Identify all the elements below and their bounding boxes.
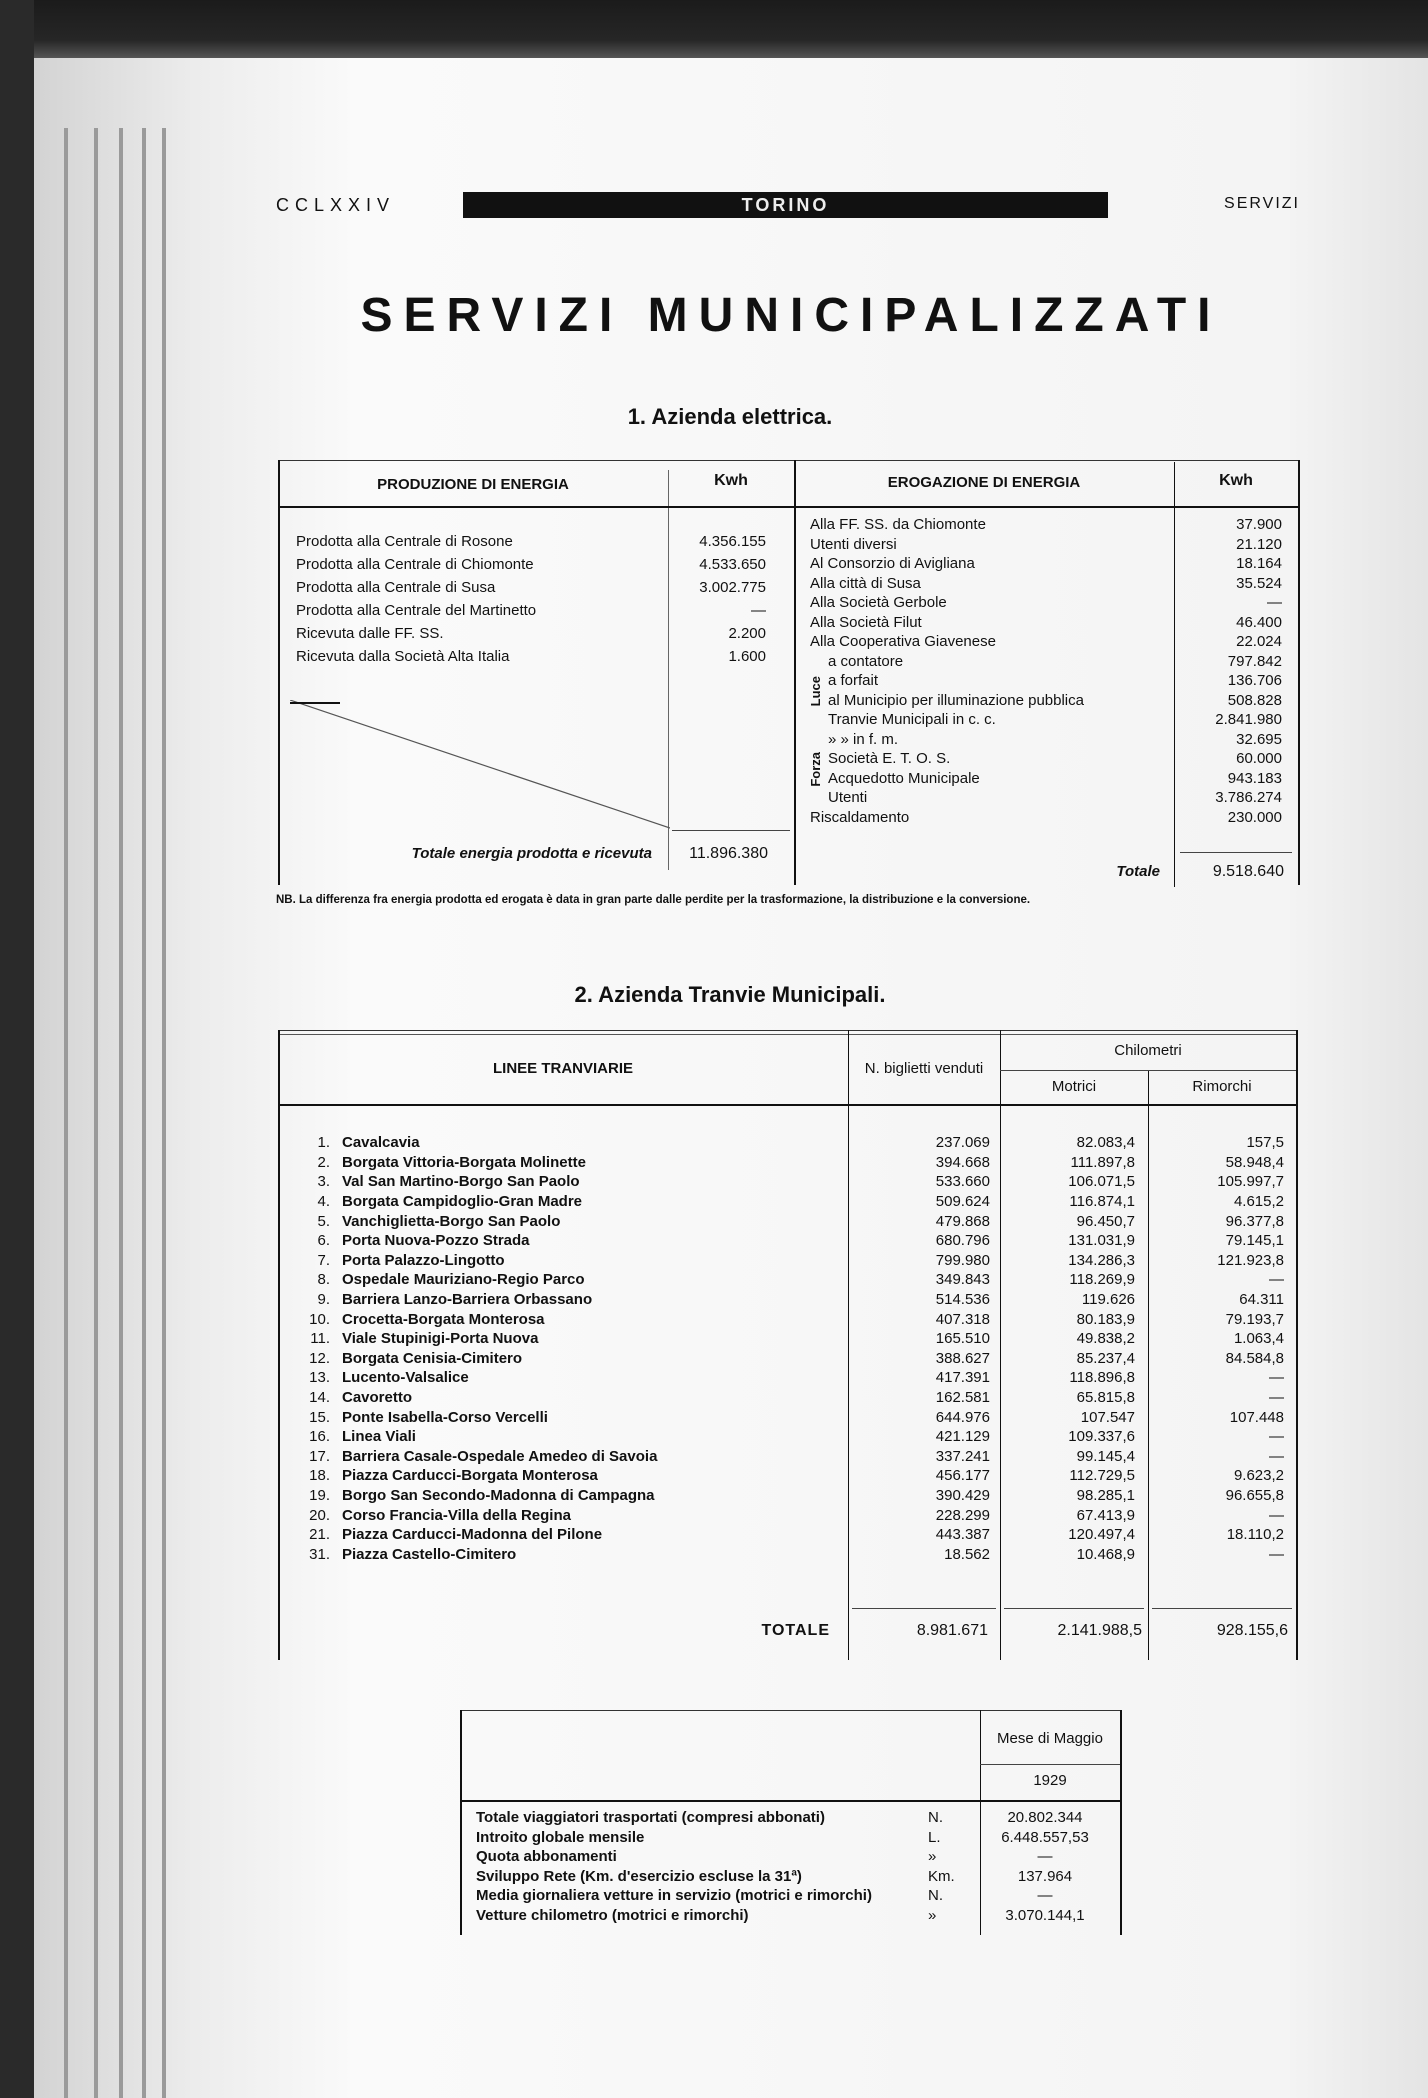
erogazione-header: EROGAZIONE DI ENERGIA: [887, 474, 1081, 491]
section-heading-tranvie: 2. Azienda Tranvie Municipali.: [574, 982, 886, 1007]
motrici-value: 10.468,9: [1076, 1545, 1135, 1563]
rimorchi-value: —: [1269, 1389, 1284, 1407]
motrici-value: 80.183,9: [1076, 1310, 1135, 1328]
erogazione-row: [806, 632, 1288, 652]
line-number: 8.: [317, 1271, 330, 1289]
motrici-value: 119.626: [1081, 1291, 1135, 1309]
erogazione-label: Tranvie Municipali in c. c.: [828, 711, 996, 729]
note: NB. La differenza fra energia prodotta ed erogata è data in gran parte dalle perdite per la trasformazione, la distribuzione e la conversione.: [276, 894, 1031, 906]
riepilogo-table: [470, 1808, 1110, 1925]
table-row: [300, 1192, 1290, 1212]
erogazione-value: 508.828: [1227, 691, 1282, 709]
table-row: [300, 1251, 1290, 1271]
table-row: [300, 1486, 1290, 1506]
erogazione-label: Alla Società Gerbole: [810, 594, 947, 612]
biglietti-value: 456.177: [935, 1467, 990, 1485]
erogazione-total-value: 9.518.640: [1212, 863, 1284, 880]
biglietti-value: 644.976: [935, 1408, 990, 1426]
erogazione-table: [806, 515, 1288, 827]
riepilogo-unit: »: [928, 1906, 937, 1924]
erogazione-row: [806, 808, 1288, 828]
rimorchi-value: 9.623,2: [1233, 1467, 1284, 1485]
biglietti-value: 18.562: [944, 1545, 990, 1563]
table-row: [300, 1505, 1290, 1525]
biglietti-value: 349.843: [935, 1271, 990, 1289]
erogazione-label: Acquedotto Municipale: [828, 769, 980, 787]
table-row: [300, 1368, 1290, 1388]
motrici-value: 111.897,8: [1070, 1153, 1135, 1171]
erogazione-label: Alla città di Susa: [810, 574, 921, 592]
erogazione-row: [806, 769, 1288, 789]
produzione-value: 1.600: [728, 648, 766, 665]
line-name: Lucento-Valsalice: [342, 1369, 469, 1387]
produzione-label: Ricevuta dalla Società Alta Italia: [296, 648, 510, 665]
biglietti-value: 162.581: [935, 1389, 990, 1407]
rimorchi-value: —: [1269, 1428, 1284, 1446]
riepilogo-value: 3.070.144,1: [1005, 1906, 1085, 1924]
erogazione-row: [806, 788, 1288, 808]
produzione-table: [290, 530, 772, 668]
riepilogo-label: Quota abbonamenti: [476, 1848, 617, 1866]
table-row: [300, 1388, 1290, 1408]
table-row: [300, 1290, 1290, 1310]
erogazione-value: 136.706: [1227, 672, 1282, 690]
riepilogo-unit: N.: [928, 1887, 943, 1905]
biglietti-value: 388.627: [935, 1349, 990, 1367]
line-name: Borgata Campidoglio-Gran Madre: [342, 1193, 583, 1211]
erogazione-row: [806, 574, 1288, 594]
line-name: Piazza Castello-Cimitero: [342, 1545, 517, 1563]
erogazione-value: 32.695: [1236, 730, 1282, 748]
riepilogo-value: 137.964: [1017, 1867, 1073, 1885]
produzione-value: —: [751, 602, 766, 619]
group-label-luce: Luce: [808, 676, 823, 707]
riepilogo-value: —: [1037, 1887, 1053, 1905]
tranvie-total-biglietti: 8.981.671: [916, 1622, 988, 1639]
line-name: Ospedale Mauriziano-Regio Parco: [342, 1271, 585, 1289]
rimorchi-value: 18.110,2: [1226, 1526, 1284, 1544]
biglietti-value: 533.660: [935, 1173, 990, 1191]
rimorchi-value: —: [1269, 1447, 1284, 1465]
rimorchi-value: 105.997,7: [1217, 1173, 1284, 1191]
erogazione-value: 230.000: [1227, 808, 1282, 826]
rimorchi-value: 96.377,8: [1225, 1212, 1284, 1230]
produzione-label: Prodotta alla Centrale di Chiomonte: [296, 556, 534, 573]
col-motrici: Motrici: [1051, 1078, 1097, 1095]
erogazione-label: Utenti: [828, 789, 868, 807]
produzione-row: [290, 576, 772, 599]
riepilogo-value: 20.802.344: [1007, 1809, 1083, 1827]
rimorchi-value: 79.145,1: [1225, 1232, 1284, 1250]
line-name: Barriera Casale-Ospedale Amedeo di Savoia: [342, 1447, 658, 1465]
biglietti-value: 228.299: [935, 1506, 990, 1524]
erogazione-total-label: Totale: [1116, 863, 1160, 880]
rimorchi-value: —: [1269, 1545, 1284, 1563]
erogazione-label: a contatore: [828, 652, 904, 670]
city-name: TORINO: [741, 194, 830, 215]
erogazione-row: [806, 613, 1288, 633]
rimorchi-value: —: [1269, 1369, 1284, 1387]
erogazione-row: [806, 515, 1288, 535]
produzione-row: [290, 553, 772, 576]
table-row: [300, 1329, 1290, 1349]
col-rimorchi: Rimorchi: [1192, 1078, 1252, 1095]
line-number: 20.: [309, 1506, 330, 1524]
table-row: [300, 1270, 1290, 1290]
erogazione-label: Alla Cooperativa Giavenese: [810, 633, 996, 651]
erogazione-value: 60.000: [1236, 750, 1282, 768]
line-name: Cavoretto: [342, 1389, 413, 1407]
line-number: 12.: [309, 1349, 330, 1367]
line-name: Piazza Carducci-Madonna del Pilone: [342, 1526, 603, 1544]
erogazione-label: Al Consorzio di Avigliana: [810, 555, 975, 573]
biglietti-value: 394.668: [935, 1153, 990, 1171]
motrici-value: 118.896,8: [1069, 1369, 1135, 1387]
produzione-label: Prodotta alla Centrale del Martinetto: [296, 602, 537, 619]
city-banner: [463, 192, 1108, 218]
riepilogo-label: Vetture chilometro (motrici e rimorchi): [476, 1906, 749, 1924]
motrici-value: 85.237,4: [1076, 1349, 1135, 1367]
motrici-value: 116.874,1: [1069, 1193, 1135, 1211]
erogazione-row: [806, 730, 1288, 750]
produzione-label: Prodotta alla Centrale di Susa: [296, 579, 496, 596]
motrici-value: 109.337,6: [1068, 1428, 1135, 1446]
riepilogo-value: —: [1037, 1848, 1053, 1866]
section-heading-elettrica: 1. Azienda elettrica.: [627, 404, 833, 429]
diagonal-rule: [290, 700, 670, 830]
col-biglietti: N. biglietti venduti: [864, 1060, 984, 1077]
produzione-unit: Kwh: [714, 472, 748, 489]
line-number: 19.: [309, 1486, 330, 1504]
line-name: Borgata Vittoria-Borgata Molinette: [342, 1153, 586, 1171]
line-number: 10.: [309, 1310, 330, 1328]
biglietti-value: 337.241: [935, 1447, 990, 1465]
riepilogo-unit: L.: [928, 1828, 941, 1846]
section-label: SERVIZI: [1224, 195, 1300, 212]
rimorchi-value: 157,5: [1246, 1134, 1284, 1152]
table-row: [300, 1309, 1290, 1329]
line-number: 7.: [317, 1251, 330, 1269]
erogazione-label: Riscaldamento: [810, 808, 910, 826]
col-chilometri: Chilometri: [1114, 1042, 1182, 1059]
motrici-value: 99.145,4: [1076, 1447, 1135, 1465]
table-row: [300, 1153, 1290, 1173]
rimorchi-value: 79.193,7: [1225, 1310, 1284, 1328]
produzione-label: Prodotta alla Centrale di Rosone: [296, 533, 513, 550]
rimorchi-value: 1.063,4: [1233, 1330, 1284, 1348]
rimorchi-value: 96.655,8: [1225, 1486, 1284, 1504]
line-name: Crocetta-Borgata Monterosa: [342, 1310, 545, 1328]
biglietti-value: 407.318: [935, 1310, 990, 1328]
biglietti-value: 390.429: [935, 1486, 990, 1504]
erogazione-value: 797.842: [1227, 652, 1282, 670]
erogazione-value: 35.524: [1236, 574, 1282, 592]
biglietti-value: 680.796: [935, 1232, 990, 1250]
erogazione-value: 18.164: [1236, 555, 1282, 573]
erogazione-row: [806, 554, 1288, 574]
line-name: Viale Stupinigi-Porta Nuova: [342, 1330, 539, 1348]
motrici-value: 67.413,9: [1076, 1506, 1135, 1524]
riepilogo-unit: Km.: [928, 1867, 955, 1885]
produzione-row: [290, 599, 772, 622]
motrici-value: 131.031,9: [1068, 1232, 1135, 1250]
motrici-value: 65.815,8: [1076, 1389, 1135, 1407]
line-number: 21.: [309, 1526, 330, 1544]
erogazione-label: Società E. T. O. S.: [828, 750, 951, 768]
erogazione-label: Alla Società Filut: [810, 613, 922, 631]
col-mese: Mese di Maggio: [997, 1730, 1103, 1747]
produzione-total-value: 11.896.380: [689, 845, 768, 862]
motrici-value: 120.497,4: [1068, 1526, 1135, 1544]
riepilogo-row: [470, 1886, 1110, 1906]
line-number: 6.: [317, 1232, 330, 1250]
table-row: [300, 1133, 1290, 1153]
rimorchi-value: —: [1269, 1271, 1284, 1289]
riepilogo-row: [470, 1906, 1110, 1926]
motrici-value: 107.547: [1080, 1408, 1135, 1426]
erogazione-row: [806, 593, 1288, 613]
line-name: Linea Viali: [342, 1428, 416, 1446]
motrici-value: 96.450,7: [1076, 1212, 1135, 1230]
riepilogo-label: Totale viaggiatori trasportati (compresi abbonati): [476, 1809, 825, 1827]
erogazione-label: Utenti diversi: [810, 535, 897, 553]
motrici-value: 106.071,5: [1068, 1173, 1135, 1191]
riepilogo-row: [470, 1867, 1110, 1887]
rimorchi-value: 4.615,2: [1233, 1193, 1284, 1211]
erogazione-value: 46.400: [1236, 613, 1282, 631]
produzione-value: 4.533.650: [699, 556, 766, 573]
produzione-value: 3.002.775: [699, 579, 766, 596]
col-anno: 1929: [1033, 1772, 1067, 1789]
page-number: CCLXXIV: [276, 195, 396, 215]
line-name: Porta Palazzo-Lingotto: [342, 1251, 505, 1269]
riepilogo-label: Media giornaliera vetture in servizio (motrici e rimorchi): [476, 1887, 872, 1905]
line-name: Porta Nuova-Pozzo Strada: [342, 1232, 530, 1250]
line-number: 15.: [309, 1408, 330, 1426]
motrici-value: 112.729,5: [1069, 1467, 1135, 1485]
line-name: Vanchiglietta-Borgo San Paolo: [342, 1212, 561, 1230]
line-name: Borgo San Secondo-Madonna di Campagna: [342, 1486, 655, 1504]
produzione-label: Ricevuta dalle FF. SS.: [296, 625, 444, 642]
biglietti-value: 514.536: [935, 1291, 990, 1309]
col-linee: LINEE TRANVIARIE: [492, 1060, 633, 1077]
line-number: 14.: [309, 1389, 330, 1407]
biglietti-value: 509.624: [935, 1193, 990, 1211]
tranvie-table: [300, 1133, 1290, 1564]
scan-left-border: [0, 0, 34, 2098]
line-name: Piazza Carducci-Borgata Monterosa: [342, 1467, 598, 1485]
rimorchi-value: —: [1269, 1506, 1284, 1524]
line-number: 11.: [310, 1330, 330, 1348]
line-name: Corso Francia-Villa della Regina: [342, 1506, 571, 1524]
line-number: 9.: [317, 1291, 330, 1309]
riepilogo-row: [470, 1828, 1110, 1848]
line-number: 13.: [309, 1369, 330, 1387]
motrici-value: 134.286,3: [1068, 1251, 1135, 1269]
line-name: Ponte Isabella-Corso Vercelli: [342, 1408, 548, 1426]
motrici-value: 98.285,1: [1076, 1486, 1135, 1504]
rimorchi-value: 121.923,8: [1217, 1251, 1284, 1269]
erogazione-label: al Municipio per illuminazione pubblica: [828, 691, 1084, 709]
table-row: [300, 1211, 1290, 1231]
produzione-value: 2.200: [728, 625, 766, 642]
erogazione-row: [806, 710, 1288, 730]
table-row: [300, 1447, 1290, 1467]
erogazione-value: 3.786.274: [1215, 789, 1282, 807]
rimorchi-value: 58.948,4: [1225, 1153, 1284, 1171]
erogazione-value: 22.024: [1236, 633, 1282, 651]
riepilogo-unit: »: [928, 1848, 937, 1866]
motrici-value: 118.269,9: [1069, 1271, 1135, 1289]
produzione-value: 4.356.155: [699, 533, 766, 550]
tranvie-total-rimorchi: 928.155,6: [1216, 1622, 1288, 1639]
table-row: [300, 1427, 1290, 1447]
erogazione-value: 2.841.980: [1215, 711, 1282, 729]
erogazione-label: Alla FF. SS. da Chiomonte: [810, 516, 986, 534]
table-row: [300, 1544, 1290, 1564]
line-name: Borgata Cenisia-Cimitero: [342, 1349, 523, 1367]
erogazione-value: 21.120: [1236, 535, 1282, 553]
riepilogo-row: [470, 1847, 1110, 1867]
biglietti-value: 421.129: [935, 1428, 990, 1446]
produzione-row: [290, 645, 772, 668]
line-name: Cavalcavia: [342, 1134, 420, 1152]
erogazione-label: » » in f. m.: [828, 730, 899, 748]
line-name: Barriera Lanzo-Barriera Orbassano: [342, 1291, 593, 1309]
erogazione-value: 37.900: [1236, 516, 1282, 534]
erogazione-row: [806, 535, 1288, 555]
line-number: 5.: [317, 1212, 330, 1230]
motrici-value: 49.838,2: [1076, 1330, 1135, 1348]
biglietti-value: 237.069: [935, 1134, 990, 1152]
riepilogo-label: Sviluppo Rete (Km. d'esercizio escluse la 31ª): [476, 1867, 802, 1885]
line-number: 16.: [309, 1428, 330, 1446]
rimorchi-value: 84.584,8: [1225, 1349, 1284, 1367]
rimorchi-value: 64.311: [1239, 1291, 1284, 1309]
erogazione-row: [806, 671, 1288, 691]
page-title: SERVIZI MUNICIPALIZZATI: [360, 289, 1222, 342]
line-number: 31.: [309, 1545, 330, 1563]
line-number: 17.: [309, 1447, 330, 1465]
riepilogo-unit: N.: [928, 1809, 943, 1827]
tranvie-total-label: TOTALE: [761, 1622, 830, 1639]
table-row: [300, 1407, 1290, 1427]
erogazione-row: [806, 652, 1288, 672]
biglietti-value: 479.868: [935, 1212, 990, 1230]
line-number: 2.: [317, 1153, 330, 1171]
produzione-header: PRODUZIONE DI ENERGIA: [377, 476, 569, 493]
erogazione-label: a forfait: [828, 672, 879, 690]
biglietti-value: 417.391: [935, 1369, 990, 1387]
table-row: [300, 1525, 1290, 1545]
line-name: Val San Martino-Borgo San Paolo: [342, 1173, 580, 1191]
line-number: 3.: [317, 1173, 330, 1191]
biglietti-value: 799.980: [935, 1251, 990, 1269]
produzione-total-label: Totale energia prodotta e ricevuta: [411, 845, 652, 862]
scan-top-border: [0, 0, 1428, 58]
table-row: [300, 1172, 1290, 1192]
erogazione-row: [806, 749, 1288, 769]
erogazione-row: [806, 691, 1288, 711]
motrici-value: 82.083,4: [1076, 1134, 1135, 1152]
table-row: [300, 1349, 1290, 1369]
line-number: 18.: [309, 1467, 330, 1485]
erogazione-value: —: [1267, 594, 1282, 612]
erogazione-unit: Kwh: [1219, 472, 1253, 489]
produzione-row: [290, 622, 772, 645]
riepilogo-row: [470, 1808, 1110, 1828]
line-number: 1.: [317, 1134, 330, 1152]
erogazione-value: 943.183: [1227, 769, 1282, 787]
rimorchi-value: 107.448: [1229, 1408, 1284, 1426]
biglietti-value: 165.510: [935, 1330, 990, 1348]
table-row: [300, 1231, 1290, 1251]
line-number: 4.: [317, 1193, 330, 1211]
riepilogo-label: Introito globale mensile: [476, 1828, 645, 1846]
table-row: [300, 1466, 1290, 1486]
group-label-forza: Forza: [808, 752, 823, 787]
tranvie-total-motrici: 2.141.988,5: [1057, 1622, 1142, 1639]
produzione-row: [290, 530, 772, 553]
riepilogo-value: 6.448.557,53: [1001, 1828, 1089, 1846]
biglietti-value: 443.387: [935, 1526, 990, 1544]
